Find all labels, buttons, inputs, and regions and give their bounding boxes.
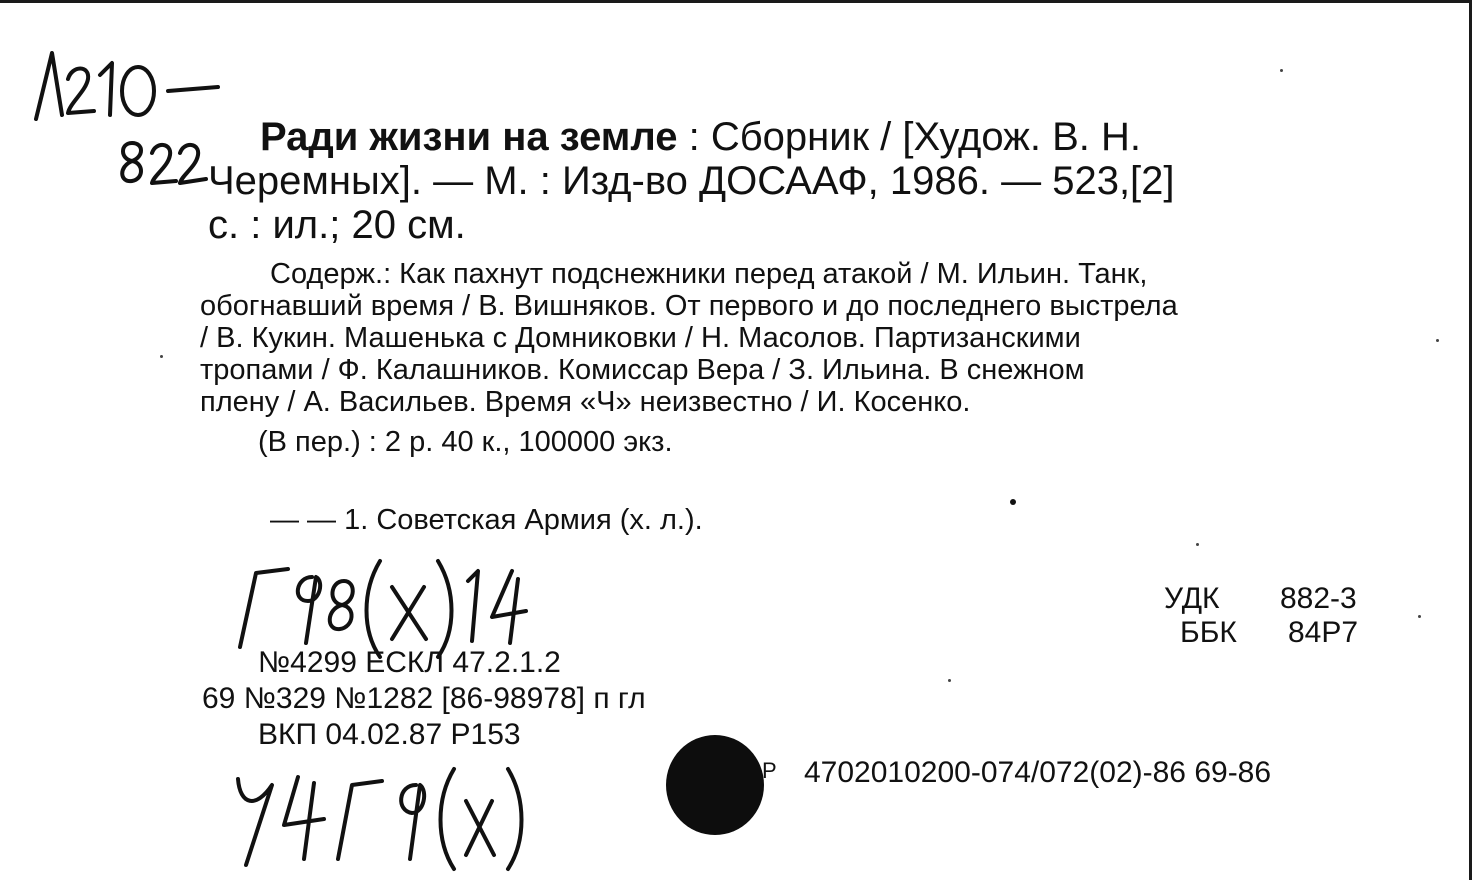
title-line bbox=[260, 115, 1141, 159]
scan-speck bbox=[1280, 69, 1283, 72]
bbk-value: 84Р7 bbox=[1288, 616, 1359, 649]
contents-line: обогнавший время / В. Вишняков. От первого и до последнего выстрела bbox=[200, 290, 1178, 322]
reference-line: 69 №329 №1282 [86-98978] п гл bbox=[202, 682, 646, 715]
scan-speck bbox=[1010, 499, 1016, 505]
handwritten-classification bbox=[226, 551, 546, 661]
isbn-code: 4702010200-074/072(02)-86 69-86 bbox=[804, 756, 1272, 789]
reference-line: №4299 ЕСКЛ 47.2.1.2 bbox=[258, 646, 561, 679]
binding-price: (В пер.) : 2 р. 40 к., 100000 экз. bbox=[258, 426, 673, 458]
ink-blot bbox=[666, 735, 764, 835]
scan-speck bbox=[160, 355, 163, 358]
isbn-prefix: Р bbox=[762, 758, 777, 783]
scan-speck bbox=[1196, 543, 1199, 546]
scan-speck bbox=[1436, 339, 1439, 342]
handwritten-shelfmark bbox=[28, 39, 228, 209]
bbk-label: ББК bbox=[1180, 616, 1237, 649]
udk-label: УДК bbox=[1164, 582, 1220, 615]
reference-line: ВКП 04.02.87 Р153 bbox=[258, 718, 521, 751]
contents-line: тропами / Ф. Калашников. Комиссар Вера / З. Ильина. В снежном bbox=[200, 354, 1085, 386]
contents-line: Содерж.: Как пахнут подснежники перед атакой / М. Ильин. Танк, bbox=[270, 258, 1148, 290]
subject-heading: — — 1. Советская Армия (х. л.). bbox=[270, 504, 703, 536]
scan-speck bbox=[1418, 615, 1421, 618]
imprint-line: Черемных]. — М. : Изд-во ДОСААФ, 1986. — 523,[2] bbox=[208, 159, 1175, 203]
contents-line: плену / А. Васильев. Время «Ч» неизвестно / И. Косенко. bbox=[200, 386, 971, 418]
title-main: Ради жизни на земле bbox=[260, 115, 678, 159]
udk-value: 882-3 bbox=[1280, 582, 1357, 615]
physical-description: с. : ил.; 20 см. bbox=[208, 203, 466, 247]
title-statement: : Сборник / [Худож. В. Н. bbox=[677, 115, 1142, 159]
scan-speck bbox=[948, 679, 951, 682]
handwritten-code bbox=[226, 755, 536, 875]
contents-line: / В. Кукин. Машенька с Домниковки / Н. Масолов. Партизанскими bbox=[200, 322, 1081, 354]
